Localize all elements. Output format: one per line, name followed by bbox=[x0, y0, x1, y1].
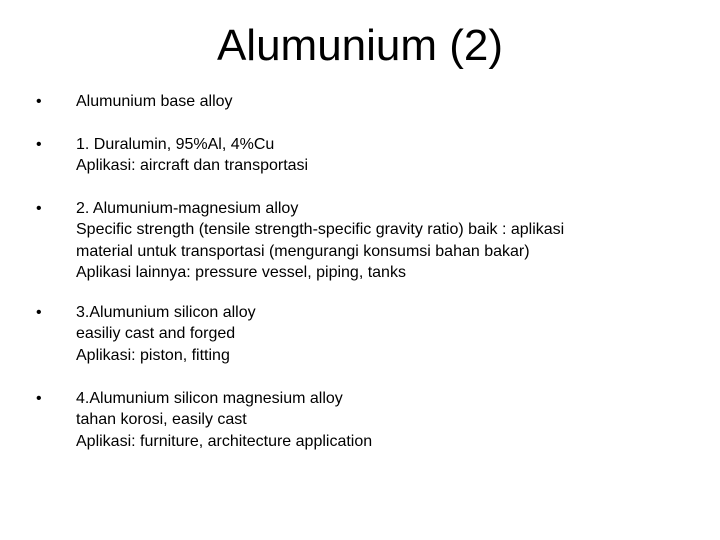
bullet-dot: • bbox=[36, 304, 42, 321]
bullet-line: 4.Alumunium silicon magnesium alloy bbox=[76, 390, 343, 407]
bullet-dot: • bbox=[36, 200, 42, 217]
bullet-line: Aplikasi: piston, fitting bbox=[76, 346, 230, 364]
bullet-line: 2. Alumunium-magnesium alloy bbox=[76, 200, 299, 217]
bullet-line: 1. Duralumin, 95%Al, 4%Cu bbox=[76, 136, 275, 153]
bullet-dot: • bbox=[36, 136, 42, 153]
bullet-text bbox=[76, 388, 716, 452]
bullet-text bbox=[76, 91, 716, 112]
bullet-dot: • bbox=[36, 390, 42, 407]
bullet-text bbox=[76, 198, 716, 283]
bullet-line: tahan korosi, easily cast bbox=[76, 411, 247, 429]
bullet-line: Aplikasi: aircraft dan transportasi bbox=[76, 157, 309, 175]
bullet-line: Alumunium base alloy bbox=[76, 93, 233, 110]
bullet-line: material untuk transportasi (mengurangi konsumsi bahan bakar) bbox=[76, 242, 530, 260]
bullet-line: Specific strength (tensile strength-specific gravity ratio) baik : aplikasi bbox=[76, 221, 565, 239]
bullet-dot: • bbox=[36, 93, 42, 110]
bullet-line: easiliy cast and forged bbox=[76, 325, 236, 343]
bullet-text bbox=[76, 134, 716, 177]
bullet-line: Aplikasi: furniture, architecture application bbox=[76, 432, 373, 450]
slide-title: Alumunium (2) bbox=[216, 21, 504, 70]
bullet-text bbox=[76, 302, 716, 366]
bullet-line: 3.Alumunium silicon alloy bbox=[76, 304, 256, 321]
bullet-line: Aplikasi lainnya: pressure vessel, piping, tanks bbox=[76, 263, 406, 281]
